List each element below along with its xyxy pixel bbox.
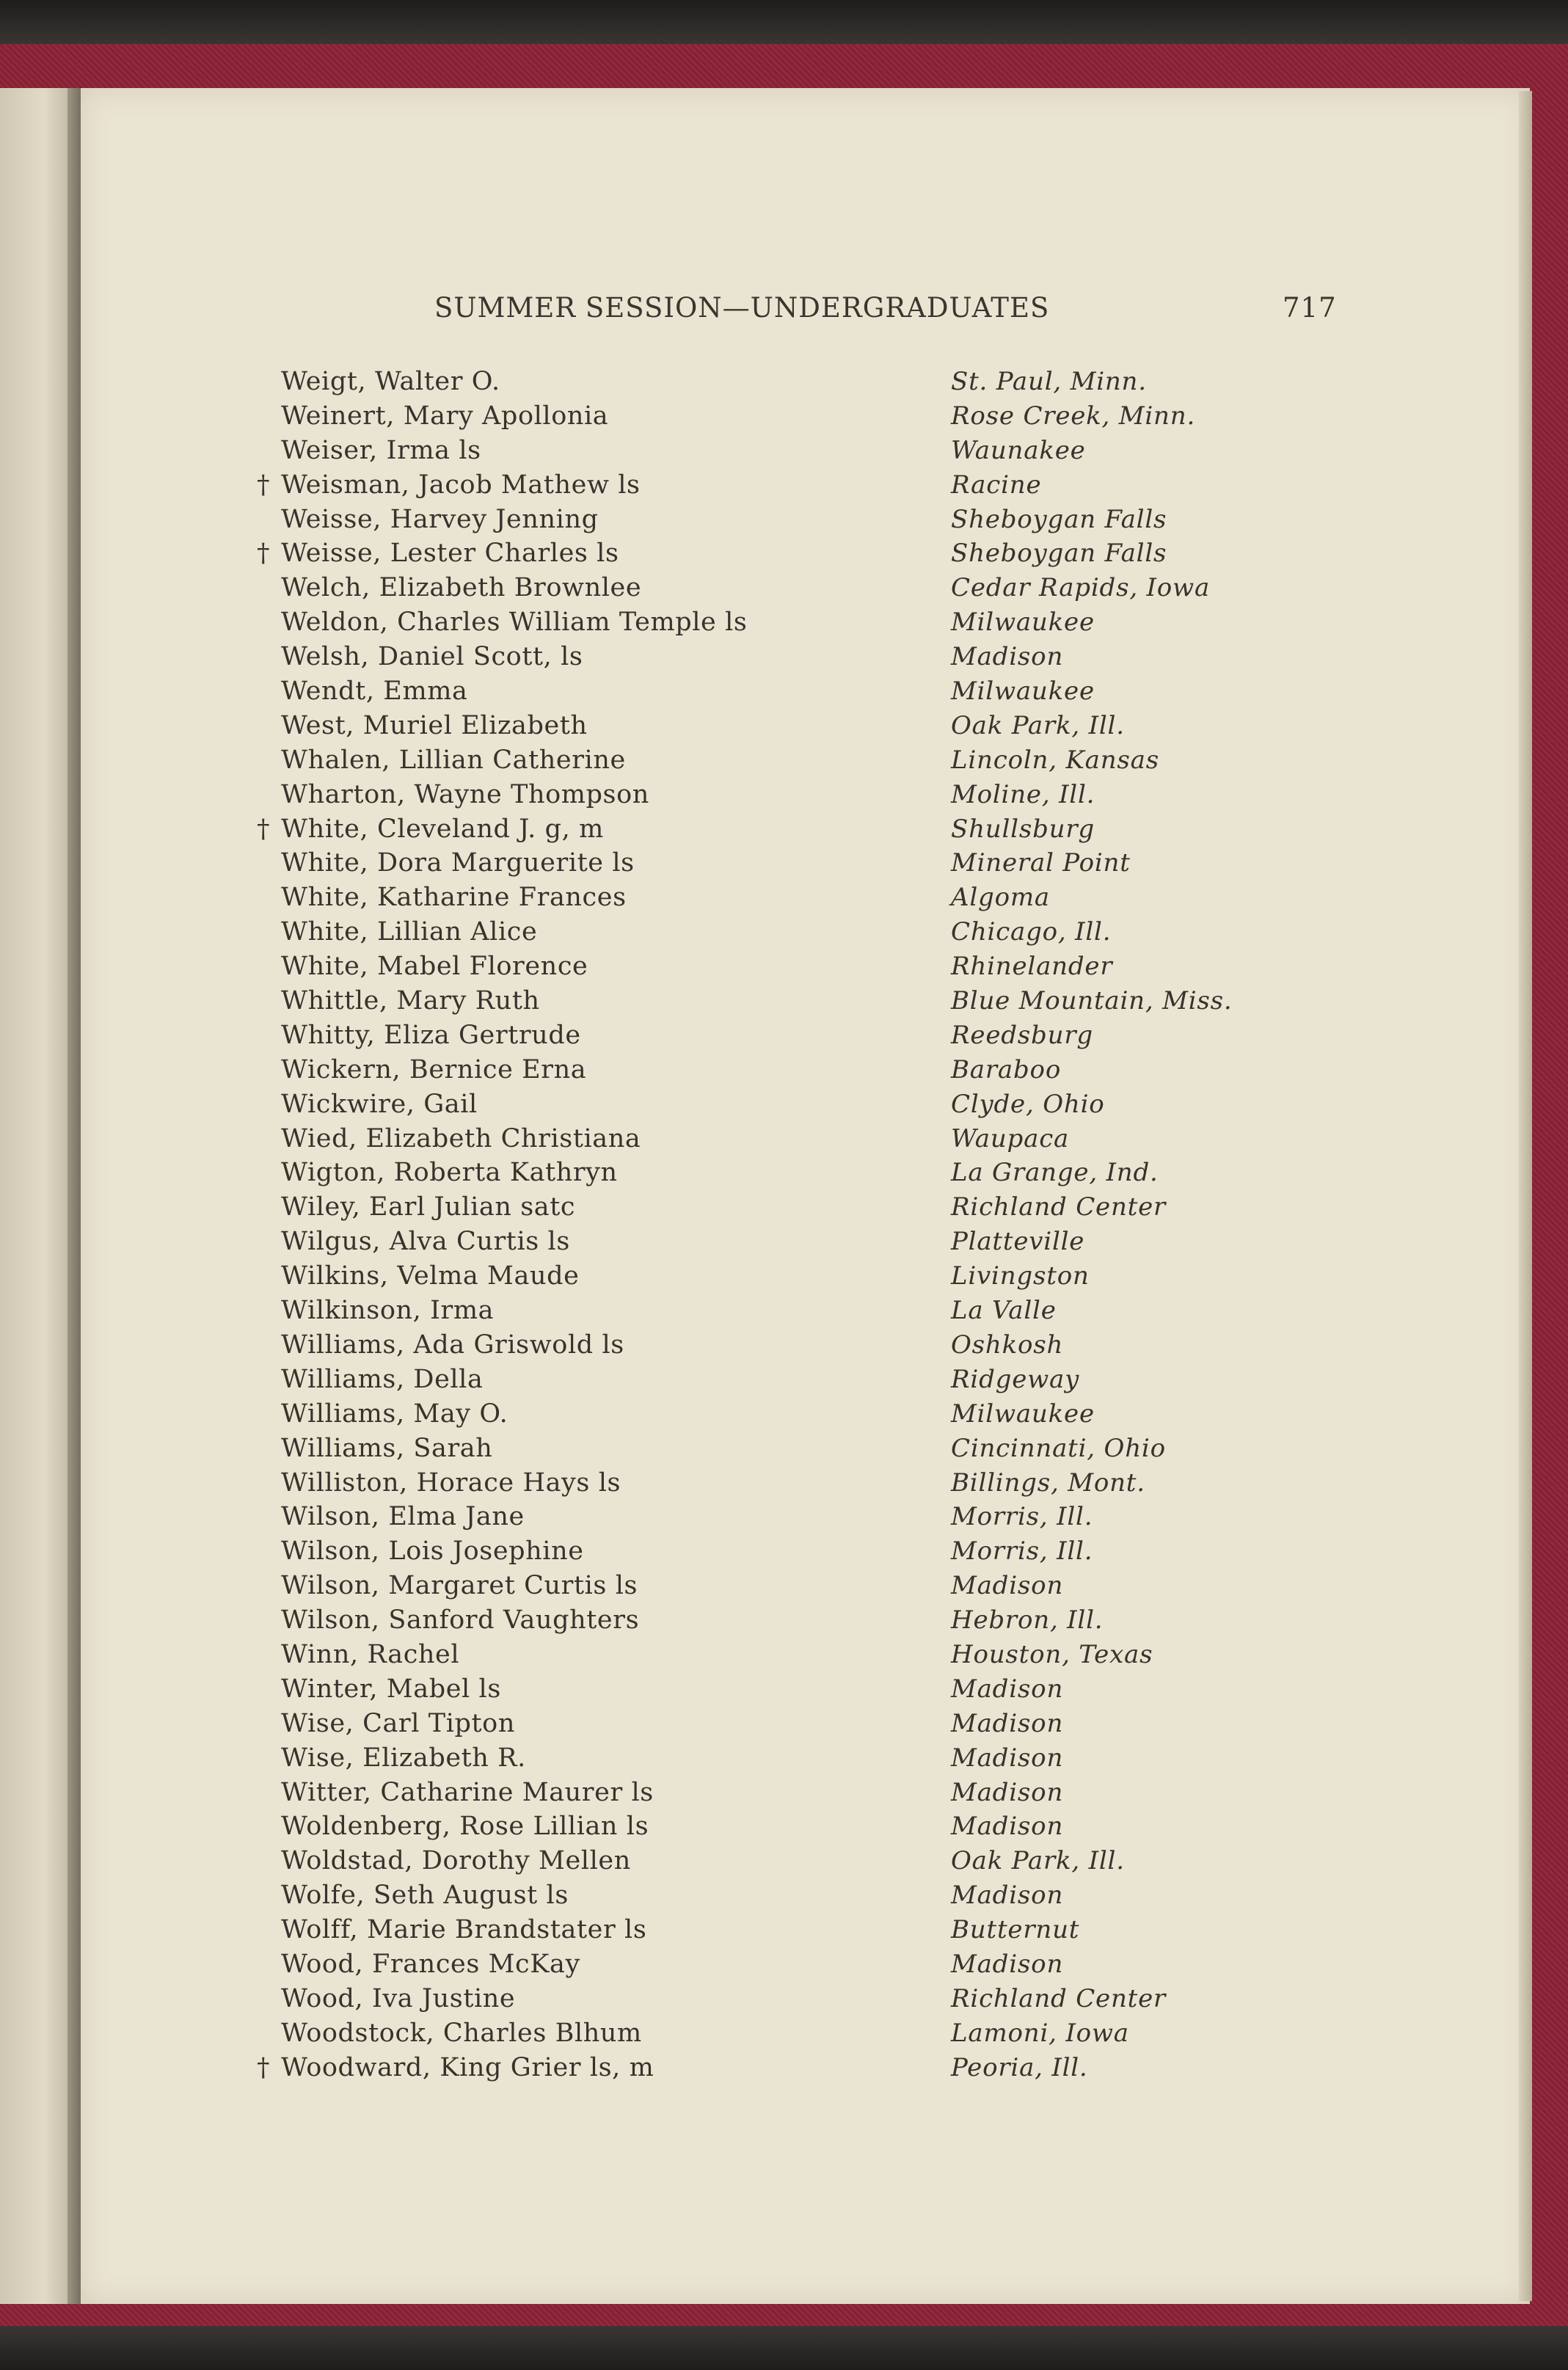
student-hometown: Clyde, Ohio xyxy=(951,1089,1105,1119)
student-name: White, Lillian Alice xyxy=(281,917,538,947)
student-name: Weisse, Harvey Jenning xyxy=(281,504,599,534)
student-hometown: Chicago, Ill. xyxy=(951,917,1112,947)
student-name: Woodstock, Charles Blhum xyxy=(281,2018,642,2048)
student-name: White, Katharine Frances xyxy=(281,883,627,913)
student-hometown: Madison xyxy=(951,1708,1064,1738)
student-row xyxy=(0,1090,1568,1124)
student-row xyxy=(0,1021,1568,1055)
student-name: Wilson, Elma Jane xyxy=(281,1502,525,1532)
student-hometown: Livingston xyxy=(951,1261,1090,1291)
student-name: Weldon, Charles William Temple ls xyxy=(281,608,748,638)
student-name: Wise, Carl Tipton xyxy=(281,1708,515,1738)
student-hometown: Baraboo xyxy=(951,1054,1062,1084)
student-hometown: Shullsburg xyxy=(951,814,1095,844)
student-name: Witter, Catharine Maurer ls xyxy=(281,1777,654,1807)
student-name: Winter, Mabel ls xyxy=(281,1674,501,1704)
student-row xyxy=(0,952,1568,986)
student-row xyxy=(0,2053,1568,2088)
student-name: Wickwire, Gail xyxy=(281,1089,478,1119)
student-hometown: Houston, Texas xyxy=(951,1639,1153,1669)
student-hometown: Richland Center xyxy=(951,1983,1167,2013)
student-name: Wolff, Marie Brandstater ls xyxy=(281,1915,647,1945)
student-row xyxy=(0,1674,1568,1709)
dagger-mark: † xyxy=(257,470,270,500)
student-row xyxy=(0,1365,1568,1399)
student-row xyxy=(0,505,1568,539)
student-row xyxy=(0,1640,1568,1674)
student-name: Wilgus, Alva Curtis ls xyxy=(281,1227,570,1257)
student-name: Wilkinson, Irma xyxy=(281,1296,495,1326)
student-row xyxy=(0,1330,1568,1365)
student-hometown: Madison xyxy=(951,1812,1064,1842)
student-hometown: Madison xyxy=(951,1881,1064,1911)
student-name: Welch, Elizabeth Brownlee xyxy=(281,573,642,603)
student-name: Wiley, Earl Julian satc xyxy=(281,1192,576,1222)
student-name: Wickern, Bernice Erna xyxy=(281,1054,587,1084)
student-hometown: Madison xyxy=(951,1949,1064,1979)
student-row xyxy=(0,1778,1568,1812)
student-row xyxy=(0,1743,1568,1778)
student-row xyxy=(0,848,1568,883)
student-row xyxy=(0,986,1568,1021)
student-hometown: Moline, Ill. xyxy=(951,779,1095,809)
student-name: Wood, Frances McKay xyxy=(281,1949,580,1979)
student-hometown: Oshkosh xyxy=(951,1330,1064,1360)
student-row xyxy=(0,1055,1568,1090)
student-row xyxy=(0,1881,1568,1915)
student-name: Woldstad, Dorothy Mellen xyxy=(281,1846,631,1876)
student-name: Wilson, Margaret Curtis ls xyxy=(281,1571,638,1601)
student-row xyxy=(0,470,1568,505)
student-row xyxy=(0,436,1568,470)
student-hometown: Milwaukee xyxy=(951,1399,1095,1429)
student-name: Wharton, Wayne Thompson xyxy=(281,779,649,809)
student-row xyxy=(0,1950,1568,1984)
scanner-bottom-shadow xyxy=(0,2326,1568,2370)
student-name: Whalen, Lillian Catherine xyxy=(281,745,626,775)
student-hometown: Madison xyxy=(951,642,1064,672)
student-hometown: Cincinnati, Ohio xyxy=(951,1433,1166,1463)
student-name: Wood, Iva Justine xyxy=(281,1983,516,2013)
student-row xyxy=(0,745,1568,780)
student-name: Wilkins, Velma Maude xyxy=(281,1261,580,1291)
student-row xyxy=(0,642,1568,677)
student-row xyxy=(0,883,1568,917)
student-name: Weiser, Irma ls xyxy=(281,435,481,465)
student-hometown: Cedar Rapids, Iowa xyxy=(951,573,1211,603)
student-hometown: Rhinelander xyxy=(951,952,1113,982)
student-hometown: Morris, Ill. xyxy=(951,1536,1093,1567)
student-row xyxy=(0,1536,1568,1571)
student-hometown: Butternut xyxy=(951,1915,1080,1945)
student-name: Williams, Della xyxy=(281,1364,484,1394)
student-name: Williams, May O. xyxy=(281,1399,508,1429)
student-name: West, Muriel Elizabeth xyxy=(281,710,588,740)
student-row xyxy=(0,1812,1568,1846)
student-row xyxy=(0,780,1568,814)
student-row xyxy=(0,401,1568,436)
student-row xyxy=(0,1434,1568,1468)
student-name: White, Cleveland J. g, m xyxy=(281,814,604,844)
student-hometown: Richland Center xyxy=(951,1192,1167,1222)
student-row xyxy=(0,1158,1568,1192)
student-name: Wilson, Sanford Vaughters xyxy=(281,1605,640,1636)
student-hometown: Billings, Mont. xyxy=(951,1467,1145,1498)
student-hometown: Milwaukee xyxy=(951,677,1095,707)
student-hometown: Algoma xyxy=(951,883,1050,913)
student-name: Wendt, Emma xyxy=(281,677,468,707)
student-hometown: Sheboygan Falls xyxy=(951,539,1167,569)
student-row xyxy=(0,539,1568,573)
student-row xyxy=(0,677,1568,711)
student-row xyxy=(0,1571,1568,1605)
student-row xyxy=(0,1984,1568,2019)
student-roster xyxy=(0,367,1568,2088)
student-name: Welsh, Daniel Scott, ls xyxy=(281,642,583,672)
student-name: Weisman, Jacob Mathew ls xyxy=(281,470,641,500)
student-row xyxy=(0,1124,1568,1159)
student-name: Woldenberg, Rose Lillian ls xyxy=(281,1812,649,1842)
student-row xyxy=(0,1468,1568,1503)
student-row xyxy=(0,1261,1568,1296)
student-name: Whitty, Eliza Gertrude xyxy=(281,1020,581,1050)
student-hometown: St. Paul, Minn. xyxy=(951,367,1147,396)
student-hometown: La Valle xyxy=(951,1296,1057,1326)
student-hometown: Reedsburg xyxy=(951,1020,1093,1050)
student-hometown: Hebron, Ill. xyxy=(951,1605,1104,1636)
student-hometown: Mineral Point xyxy=(951,848,1131,878)
student-name: Weisse, Lester Charles ls xyxy=(281,539,619,569)
student-name: White, Dora Marguerite ls xyxy=(281,848,635,878)
student-name: Williams, Sarah xyxy=(281,1433,493,1463)
student-name: Weigt, Walter O. xyxy=(281,367,500,396)
page-header xyxy=(0,292,1568,329)
student-row xyxy=(0,917,1568,952)
student-row xyxy=(0,1399,1568,1434)
student-row xyxy=(0,711,1568,745)
student-row xyxy=(0,1502,1568,1536)
student-hometown: Ridgeway xyxy=(951,1364,1080,1394)
student-row xyxy=(0,1709,1568,1743)
student-row xyxy=(0,367,1568,401)
student-name: White, Mabel Florence xyxy=(281,952,588,982)
student-name: Wied, Elizabeth Christiana xyxy=(281,1123,641,1153)
student-hometown: Rose Creek, Minn. xyxy=(951,401,1196,431)
student-row xyxy=(0,1192,1568,1227)
student-row xyxy=(0,1296,1568,1330)
student-hometown: Madison xyxy=(951,1743,1064,1773)
student-hometown: Oak Park, Ill. xyxy=(951,1846,1125,1876)
student-hometown: Waupaca xyxy=(951,1123,1070,1153)
student-hometown: Madison xyxy=(951,1777,1064,1807)
student-hometown: Madison xyxy=(951,1571,1064,1601)
student-name: Wigton, Roberta Kathryn xyxy=(281,1158,618,1188)
student-row xyxy=(0,608,1568,642)
dagger-mark: † xyxy=(257,814,270,844)
student-name: Wise, Elizabeth R. xyxy=(281,1743,526,1773)
student-row xyxy=(0,573,1568,608)
student-name: Williams, Ada Griswold ls xyxy=(281,1330,624,1360)
student-row xyxy=(0,1227,1568,1261)
student-name: Winn, Rachel xyxy=(281,1639,460,1669)
student-hometown: Blue Mountain, Miss. xyxy=(951,986,1233,1016)
student-name: Woodward, King Grier ls, m xyxy=(281,2052,654,2082)
student-name: Whittle, Mary Ruth xyxy=(281,986,540,1016)
student-name: Wolfe, Seth August ls xyxy=(281,1881,569,1911)
student-hometown: Sheboygan Falls xyxy=(951,504,1167,534)
student-hometown: Peoria, Ill. xyxy=(951,2052,1088,2082)
student-hometown: Oak Park, Ill. xyxy=(951,710,1125,740)
student-hometown: Madison xyxy=(951,1674,1064,1704)
student-hometown: Platteville xyxy=(951,1227,1085,1257)
student-hometown: Racine xyxy=(951,470,1042,500)
student-name: Wilson, Lois Josephine xyxy=(281,1536,584,1567)
scanner-top-shadow xyxy=(0,0,1568,47)
student-row xyxy=(0,814,1568,849)
student-row xyxy=(0,1605,1568,1640)
student-row xyxy=(0,1915,1568,1950)
student-row xyxy=(0,2019,1568,2053)
page-number: 717 xyxy=(1283,292,1337,324)
student-hometown: Milwaukee xyxy=(951,608,1095,638)
dagger-mark: † xyxy=(257,539,270,569)
student-hometown: Lincoln, Kansas xyxy=(951,745,1159,775)
student-hometown: La Grange, Ind. xyxy=(951,1158,1159,1188)
dagger-mark: † xyxy=(257,2052,270,2082)
student-hometown: Lamoni, Iowa xyxy=(951,2018,1129,2048)
running-head: SUMMER SESSION—UNDERGRADUATES xyxy=(434,292,1050,324)
student-row xyxy=(0,1846,1568,1881)
student-name: Williston, Horace Hays ls xyxy=(281,1467,621,1498)
student-hometown: Waunakee xyxy=(951,435,1086,465)
student-hometown: Morris, Ill. xyxy=(951,1502,1093,1532)
student-name: Weinert, Mary Apollonia xyxy=(281,401,609,431)
